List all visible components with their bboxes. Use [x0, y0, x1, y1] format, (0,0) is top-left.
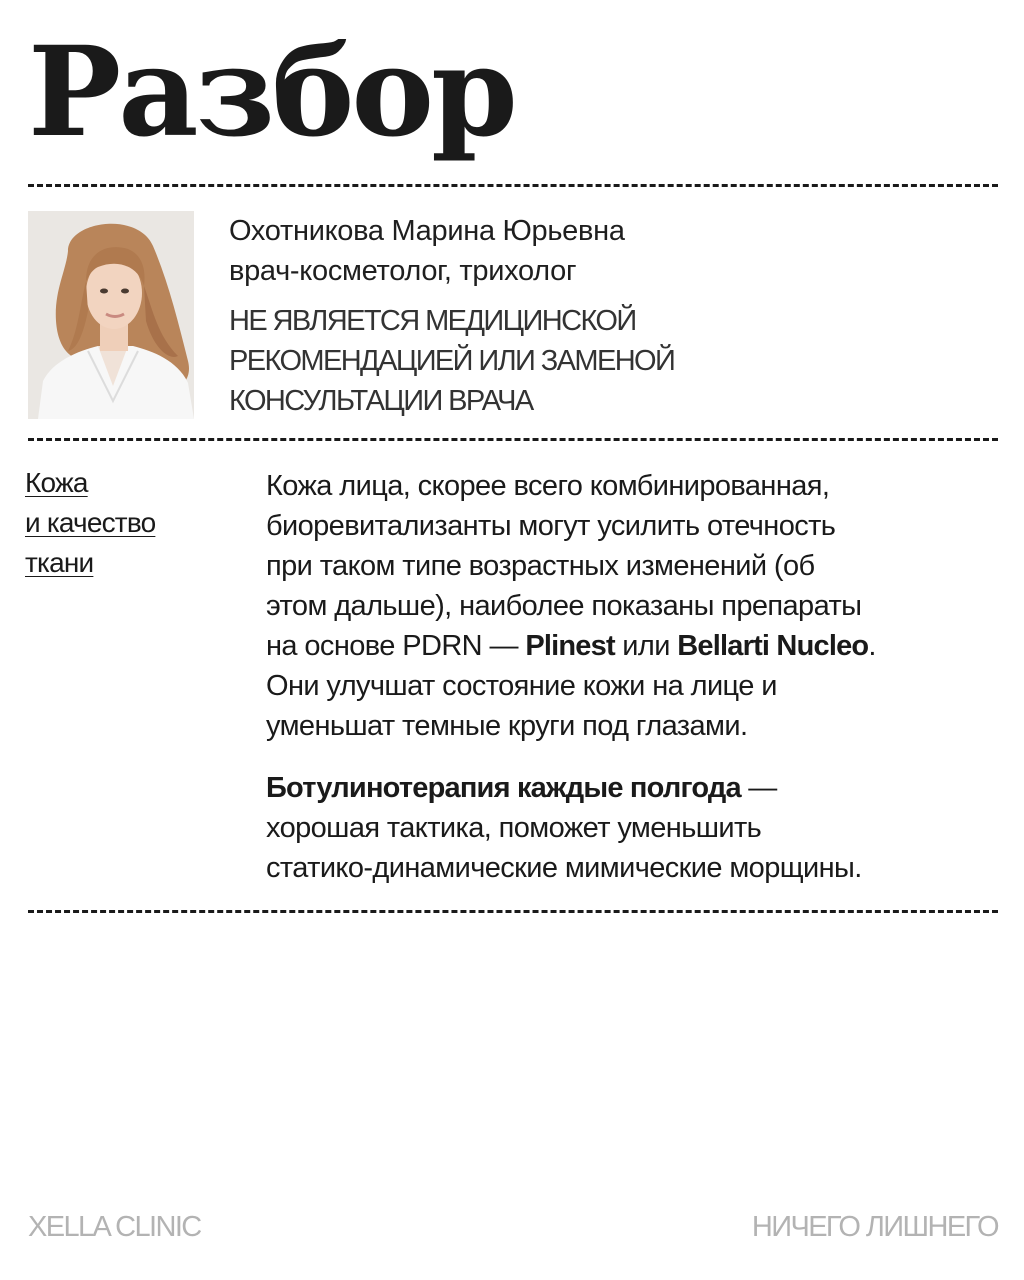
dashed-divider-top: [28, 184, 998, 187]
author-name: Охотникова Марина Юрьевна: [229, 215, 625, 247]
text-line: статико-динамические мимические морщины.: [266, 852, 862, 884]
dashed-divider-bottom: [28, 910, 998, 913]
disclaimer-line: НЕ ЯВЛЯЕТСЯ МЕДИЦИНСКОЙ: [229, 305, 636, 337]
footer-slogan: НИЧЕГО ЛИШНЕГО: [751, 1211, 998, 1243]
dashed-divider-middle: [28, 438, 998, 441]
author-block: [229, 211, 989, 421]
footer-brand: XELLA CLINIC: [28, 1211, 201, 1243]
author-photo: [28, 211, 194, 419]
section-label-line[interactable]: Кожа: [25, 467, 88, 498]
disclaimer-line: КОНСУЛЬТАЦИИ ВРАЧА: [229, 385, 533, 417]
section-body: [266, 466, 996, 888]
text-line: уменьшат темные круги под глазами.: [266, 710, 748, 742]
author-role: врач-косметолог, трихолог: [229, 255, 577, 287]
paragraph-skin: [266, 466, 996, 746]
text-line: Они улучшат состояние кожи на лице и: [266, 670, 777, 702]
text-line: Кожа лица, скорее всего комбинированная,: [266, 470, 830, 502]
disclaimer: [229, 301, 989, 421]
paragraph-botox: [266, 768, 996, 888]
text-fragment: —: [740, 772, 777, 804]
disclaimer-line: РЕКОМЕНДАЦИЕЙ ИЛИ ЗАМЕНОЙ: [229, 345, 675, 377]
product-name-plinest: Plinest: [525, 630, 615, 662]
section-label-line[interactable]: ткани: [25, 547, 94, 578]
text-fragment: на основе PDRN —: [266, 630, 526, 662]
page-title: Разбор: [28, 20, 515, 165]
product-name-bellarti: Bellarti Nucleo: [677, 630, 869, 662]
text-line: при таком типе возрастных изменений (об: [266, 550, 815, 582]
section-label-line[interactable]: и качество: [25, 507, 156, 538]
text-line: этом дальше), наиболее показаны препараты: [266, 590, 862, 622]
bold-lead: Ботулинотерапия каждые полгода: [266, 772, 741, 804]
text-line: хорошая тактика, поможет уменьшить: [266, 812, 762, 844]
text-fragment: или: [614, 630, 678, 662]
text-line: биоревитализанты могут усилить отечность: [266, 510, 836, 542]
text-fragment: .: [868, 630, 876, 662]
section-label-link[interactable]: [25, 463, 155, 583]
